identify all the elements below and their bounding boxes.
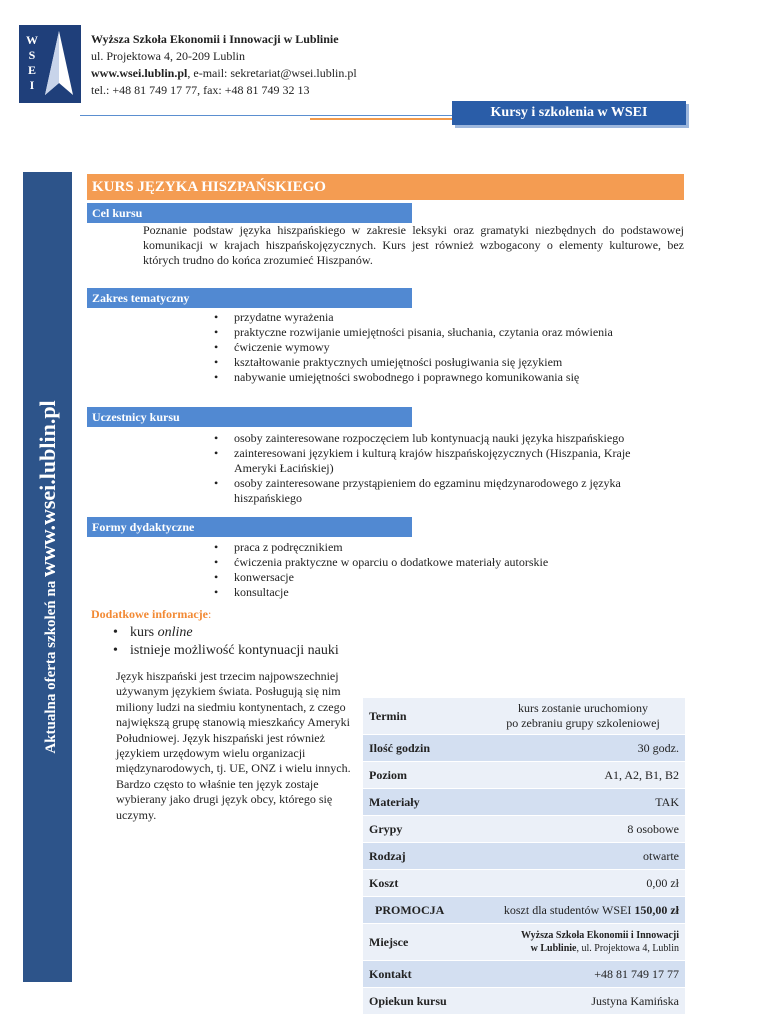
list-item: • ćwiczenia praktyczne w oparciu o dodatkowe materiały autorskie (214, 555, 548, 570)
dodatkowe-list (113, 624, 339, 660)
section-zakres-label: Zakres tematyczny (87, 288, 412, 308)
course-info-table (363, 698, 685, 1015)
zakres-list (214, 310, 613, 385)
row-value-termin: kurs zostanie uruchomiony po zebraniu grupy szkoleniowej (481, 698, 685, 735)
list-item: • nabywanie umiejętności swobodnego i poprawnego komunikowania się (214, 370, 613, 385)
uczestnicy-list (214, 431, 674, 506)
formy-list (214, 540, 548, 600)
row-value-grupy: 8 osobowe (481, 816, 685, 843)
logo-letters: W S E I (26, 33, 38, 92)
row-label-grupy: Grypy (363, 816, 481, 843)
table-row (363, 988, 685, 1015)
row-label-opiekun: Opiekun kursu (363, 988, 481, 1015)
school-phone: tel.: +48 81 749 17 77, fax: +48 81 749 32 13 (91, 83, 310, 97)
spanish-description: Język hiszpański jest trzecim najpowszechniej używanym językiem świata. Posługują się nim miliony ludzi na siedmiu kontynentach, z czego największą grupę stanowią mieszkańcy Ameryki Południowej. Język hiszpański jest również językiem urzędowym wielu organizacji międzynarodowych, tj. UE, ONZ i wielu innych. Bardzo często to właśnie ten język zostaje wybierany jako drugi język obcy, którego się uczymy. (116, 669, 351, 822)
row-label-poziom: Poziom (363, 762, 481, 789)
school-email: , e-mail: sekretariat@wsei.lublin.pl (187, 66, 357, 80)
row-label-termin: Termin (363, 698, 481, 735)
table-row (363, 789, 685, 816)
table-row (363, 735, 685, 762)
sidebar-text: Aktualna oferta szkoleń na www.wsei.lublin.pl (34, 400, 60, 754)
row-label-promocja: PROMOCJA (363, 897, 481, 924)
table-row (363, 870, 685, 897)
table-row (363, 816, 685, 843)
row-value-miejsce: Wyższa Szkoła Ekonomii i Innowacji w Lublinie, ul. Projektowa 4, Lublin (481, 924, 685, 961)
courses-ribbon: Kursy i szkolenia w WSEI (452, 101, 686, 125)
list-item: • kurs online (113, 624, 339, 642)
school-address: ul. Projektowa 4, 20-209 Lublin (91, 49, 245, 63)
row-label-miejsce: Miejsce (363, 924, 481, 961)
list-item: • zainteresowani językiem i kulturą krajów hiszpańskojęzycznych (Hiszpania, Kraje Ameryki Łacińskiej) (214, 446, 674, 476)
list-item: • praktyczne rozwijanie umiejętności pisania, słuchania, czytania oraz mówienia (214, 325, 613, 340)
row-value-rodzaj: otwarte (481, 843, 685, 870)
section-cel-label: Cel kursu (87, 203, 412, 223)
row-value-opiekun: Justyna Kamińska (481, 988, 685, 1015)
row-label-rodzaj: Rodzaj (363, 843, 481, 870)
row-label-koszt: Koszt (363, 870, 481, 897)
list-item: • konwersacje (214, 570, 548, 585)
list-item: • kształtowanie praktycznych umiejętności posługiwania się językiem (214, 355, 613, 370)
row-value-poziom: A1, A2, B1, B2 (481, 762, 685, 789)
wsei-logo (19, 25, 81, 103)
row-value-materialy: TAK (481, 789, 685, 816)
table-row (363, 924, 685, 961)
contact-line (91, 65, 357, 82)
table-row (363, 762, 685, 789)
row-value-koszt: 0,00 zł (481, 870, 685, 897)
row-value-promocja: koszt dla studentów WSEI 150,00 zł (481, 897, 685, 924)
table-row (363, 843, 685, 870)
section-uczestnicy-label: Uczestnicy kursu (87, 407, 412, 427)
row-value-godzin: 30 godz. (481, 735, 685, 762)
list-item: • przydatne wyrażenia (214, 310, 613, 325)
sidebar-site: www.wsei.lublin.pl (34, 400, 60, 577)
list-item: • istnieje możliwość kontynuacji nauki (113, 642, 339, 660)
list-item: • osoby zainteresowane rozpoczęciem lub kontynuacją nauki języka hiszpańskiego (214, 431, 674, 446)
table-row (363, 961, 685, 988)
dodatkowe-label: Dodatkowe informacje: (91, 607, 212, 621)
course-title: KURS JĘZYKA HISZPAŃSKIEGO (87, 174, 684, 200)
row-label-materialy: Materiały (363, 789, 481, 816)
row-label-godzin: Ilość godzin (363, 735, 481, 762)
list-item: • konsultacje (214, 585, 548, 600)
row-value-kontakt: +48 81 749 17 77 (481, 961, 685, 988)
school-header (91, 31, 357, 99)
school-site-link[interactable]: www.wsei.lublin.pl (91, 66, 188, 80)
table-row (363, 698, 685, 735)
list-item: • ćwiczenie wymowy (214, 340, 613, 355)
row-label-kontakt: Kontakt (363, 961, 481, 988)
sidebar-banner (23, 172, 72, 982)
section-cel-text: Poznanie podstaw języka hiszpańskiego w zakresie leksyki oraz gramatyki niezbędnych do podstawowej komunikacji w krajach hiszpańskojęzycznych. Kurs jest również wzbogacony o elementy kulturowe, bez których trudno do końca zrozumieć Hiszpanów. (143, 223, 684, 267)
list-item: • osoby zainteresowane przystąpieniem do egzaminu międzynarodowego z języka hiszpańskiego (214, 476, 674, 506)
table-row (363, 897, 685, 924)
section-formy-label: Formy dydaktyczne (87, 517, 412, 537)
school-name: Wyższa Szkoła Ekonomii i Innowacji w Lublinie (91, 32, 339, 46)
list-item: • praca z podręcznikiem (214, 540, 548, 555)
